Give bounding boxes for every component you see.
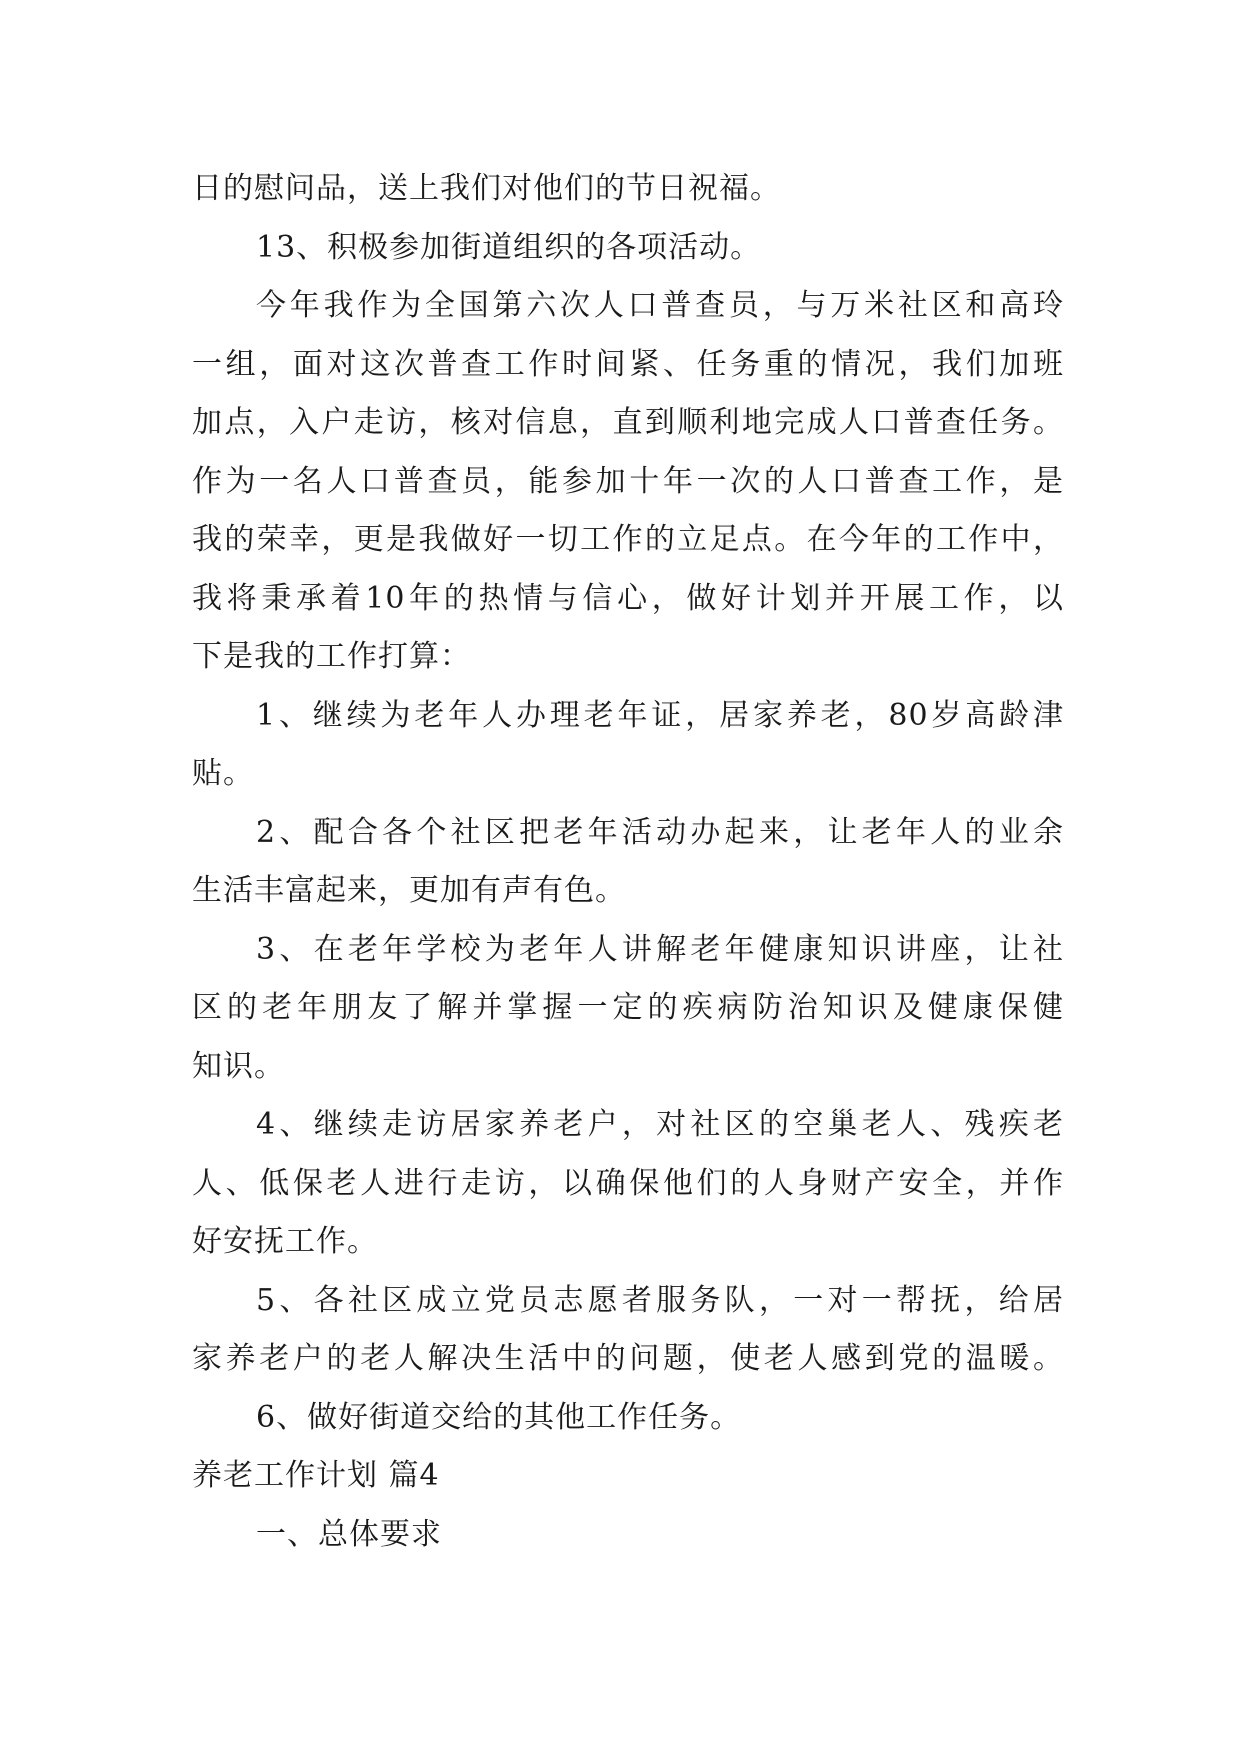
list-item-5-cont: 家养老户的老人解决生活中的问题，使老人感到党的温暖。 — [192, 1341, 1064, 1376]
list-item-1-cont: 贴。 — [192, 756, 254, 791]
list-item-4: 4、继续走访居家养老户，对社区的空巢老人、残疾老 — [256, 1107, 1064, 1142]
document-body — [192, 160, 1064, 1564]
paragraph-line: 一组，面对这次普查工作时间紧、任务重的情况，我们加班 — [192, 346, 1064, 382]
list-item-2: 2、配合各个社区把老年活动办起来，让老年人的业余 — [256, 814, 1064, 850]
paragraph-line: 我的荣幸，更是我做好一切工作的立足点。在今年的工作中， — [192, 522, 1064, 557]
paragraph-line: 我将秉承着10年的热情与信心，做好计划并开展工作，以 — [192, 580, 1064, 616]
subsection-heading: 一、总体要求 — [256, 1516, 442, 1552]
list-item-6: 6、做好街道交给的其他工作任务。 — [256, 1399, 742, 1435]
paragraph-line: 作为一名人口普查员，能参加十年一次的人口普查工作，是 — [192, 463, 1064, 499]
paragraph-line: 今年我作为全国第六次人口普查员，与万米社区和高玲 — [256, 288, 1064, 323]
list-item-4-cont: 好安抚工作。 — [192, 1224, 378, 1259]
list-item-1: 1、继续为老年人办理老年证，居家养老，80岁高龄津 — [256, 697, 1064, 733]
list-item-3-cont: 知识。 — [192, 1048, 285, 1084]
section-heading: 养老工作计划 篇4 — [192, 1458, 440, 1493]
paragraph-line: 加点，入户走访，核对信息，直到顺利地完成人口普查任务。 — [192, 405, 1064, 440]
list-item-4-cont: 人、低保老人进行走访，以确保他们的人身财产安全，并作 — [192, 1165, 1064, 1201]
list-item-3: 3、在老年学校为老年人讲解老年健康知识讲座，让社 — [256, 931, 1064, 967]
list-item-13: 13、积极参加街道组织的各项活动。 — [256, 229, 762, 265]
text-line: 日的慰问品，送上我们对他们的节日祝福。 — [192, 171, 781, 206]
list-item-2-cont: 生活丰富起来，更加有声有色。 — [192, 873, 626, 908]
paragraph-line: 下是我的工作打算： — [192, 639, 471, 674]
list-item-5: 5、各社区成立党员志愿者服务队，一对一帮抚，给居 — [256, 1282, 1064, 1318]
list-item-3-cont: 区的老年朋友了解并掌握一定的疾病防治知识及健康保健 — [192, 990, 1064, 1025]
